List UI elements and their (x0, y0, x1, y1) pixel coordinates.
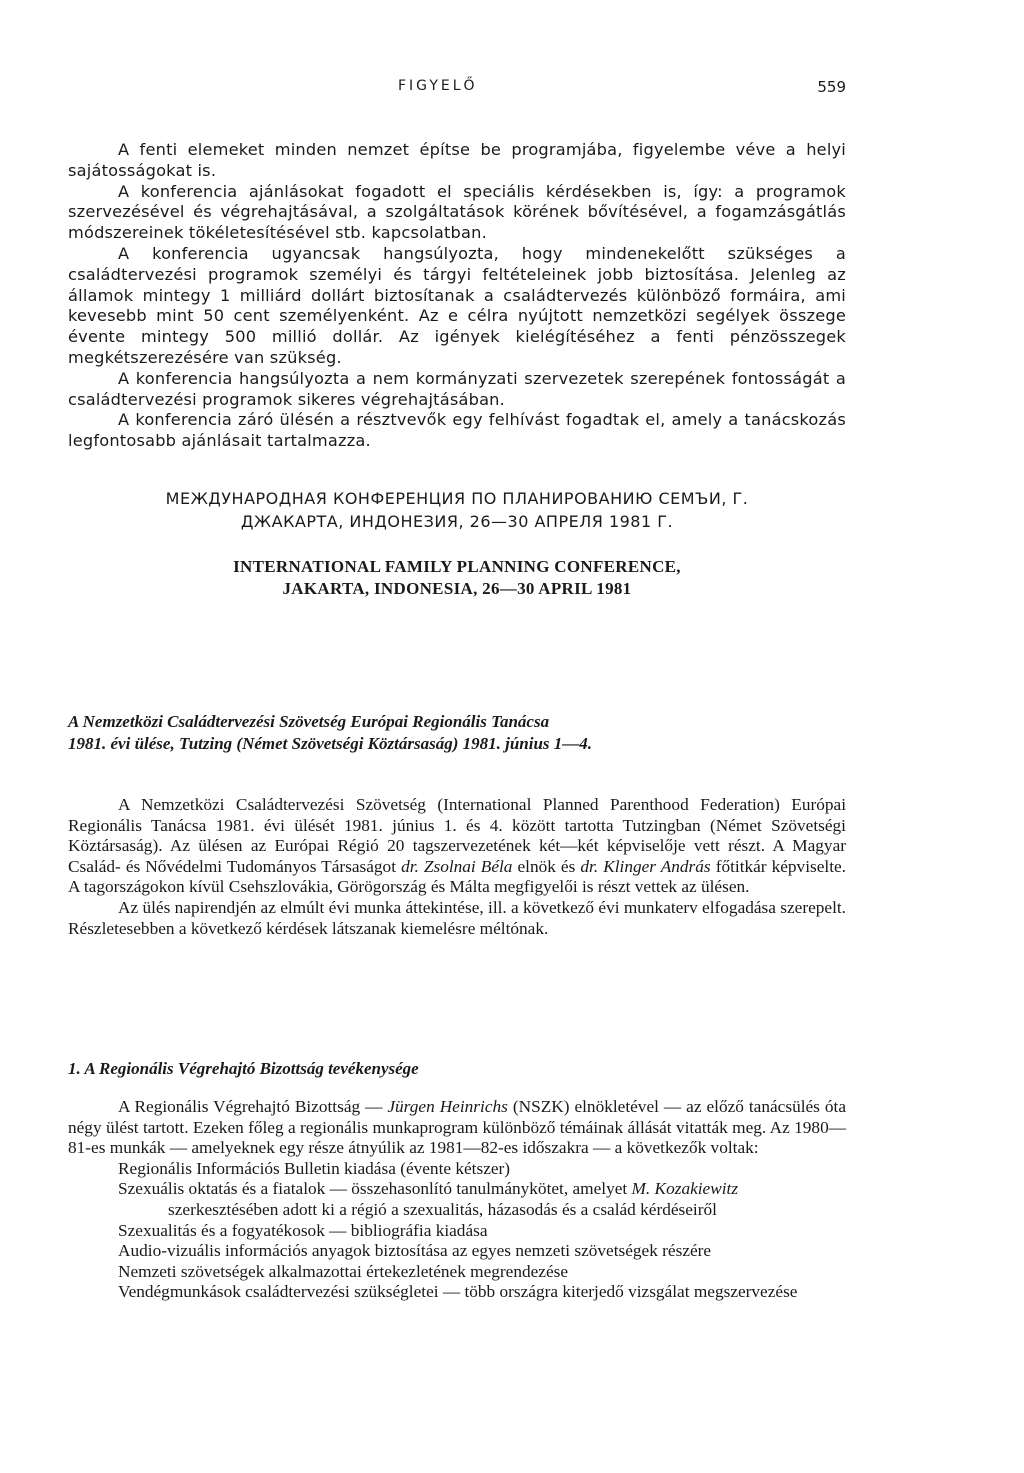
intro-paragraph-2: A konferencia ajánlásokat fogadott el speciális kérdésekben is, így: a programok szervezésével és végrehajtásával, a szolgáltatások körének bővítésével, a fogamzásgátlás módszereinek tökéletesítésével stb. kapcsolatban. (68, 181, 846, 243)
list-item: Regionális Információs Bulletin kiadása (évente kétszer) (118, 1158, 511, 1178)
russian-title (68, 487, 846, 533)
intro-block (68, 140, 846, 452)
person-name: dr. Klinger András (580, 856, 711, 876)
page-header (68, 78, 846, 102)
list-item: Szexualitás és a fogyatékosok — bibliográfia kiadása (118, 1220, 488, 1240)
meeting-block (68, 795, 846, 939)
page-number: 559 (817, 78, 846, 96)
section-heading-line-1: A Nemzetközi Családtervezési Szövetség Európai Regionális Tanácsa (68, 712, 550, 731)
meeting-text-b: elnök és (512, 856, 581, 876)
running-title: FIGYELŐ (398, 78, 478, 94)
subsection-heading-text: 1. A Regionális Végrehajtó Bizottság tevékenysége (68, 1059, 419, 1078)
english-title-line-1: INTERNATIONAL FAMILY PLANNING CONFERENCE, (233, 557, 681, 576)
subsection-text-b: (NSZK) elnökletével — az előző tanácsülés óta négy ülést tartott. Ezeken főleg a regionális munkaprogram különböző témáinak állását vitatták meg. Az 1980—81-es munkák — amelyeknek egy része átnyúlik az 1981—82-es időszakra — a következők voltak: (68, 1097, 846, 1158)
meeting-text-a: A Nemzetközi Családtervezési Szövetség (International Planned Parenthood Federation) Európai Regionális Tanácsa 1981. évi ülését 1981. június 1. és 4. között tartotta Tutzingban (Német Szövetségi Köztársaság). Az ülésen az Európai Régió 20 tagszervezetének két—két képviselője vett részt. A Magyar Család- és Nővédelmi Tudományos Társaságot (68, 795, 846, 876)
meeting-paragraph-2: Az ülés napirendjén az elmúlt évi munka áttekintése, ill. a következő évi munkaterv elfogadása szerepelt. Részletesebben a következő kérdések látszanak kiemelésre méltónak. (68, 897, 846, 938)
meeting-paragraph-1 (68, 795, 846, 898)
list-item: Vendégmunkások családtervezési szükségletei — több országra kiterjedő vizsgálat megszervezése (118, 1282, 798, 1302)
english-title-line-2: JAKARTA, INDONESIA, 26—30 APRIL 1981 (282, 579, 632, 598)
intro-paragraph-5: A konferencia záró ülésén a résztvevők egy felhívást fogadtak el, amely a tanácskozás legfontosabb ajánlásait tartalmazza. (68, 410, 846, 451)
list-item: Nemzeti szövetségek alkalmazottai értekezletének megrendezése (118, 1261, 569, 1281)
work-items-list (68, 1159, 846, 1303)
list-item: Audio-vizuális információs anyagok biztosítása az egyes nemzeti szövetségek részére (118, 1241, 712, 1261)
meeting-text-c: főtitkár képviselte. A tagországokon kívül Csehszlovákia, Görögország és Málta megfigyelői is részt vettek az ülésen. (68, 856, 846, 897)
person-name: Jürgen Heinrichs (387, 1097, 508, 1116)
russian-title-line-2: ДЖАКАРТА, ИНДОНЕЗИЯ, 26—30 АПРЕЛЯ 1981 Г. (240, 512, 674, 531)
intro-paragraph-1: A fenti elemeket minden nemzet építse be programjába, figyelembe véve a helyi sajátosságokat is. (68, 140, 846, 180)
list-item-text: Szexuális oktatás és a fiatalok — összehasonlító tanulmánykötet, amelyet (118, 1179, 628, 1199)
intro-paragraph-4: A konferencia hangsúlyozta a nem kormányzati szervezetek szerepének fontosságát a családtervezési programok sikeres végrehajtásában. (68, 368, 846, 409)
person-name: M. Kozakiewitz (631, 1179, 739, 1199)
list-item-text: szerkesztésében adott ki a régió a szexualitás, házasodás és a család kérdéseiről (168, 1199, 717, 1219)
person-name: dr. Zsolnai Béla (401, 856, 513, 876)
subsection-paragraph (68, 1097, 846, 1159)
english-title (68, 556, 846, 600)
subsection-body (68, 1097, 846, 1303)
russian-title-line-1: МЕЖДУНАРОДНАЯ КОНФЕРЕНЦИЯ ПО ПЛАНИРОВАНИЮ СЕМЪИ, Г. (165, 489, 749, 508)
subsection-heading (68, 1058, 846, 1080)
list-item (68, 1179, 846, 1220)
intro-paragraph-3: A konferencia ugyancsak hangsúlyozta, hogy mindenekelőtt szükséges a családtervezési programok személyi és tárgyi feltételeinek jobb biztosítása. Jelenleg az államok mintegy 1 milliárd dollárt biztosítanak a családtervezés különböző formáira, ami kevesebb mint 50 cent személyenként. Az e célra nyújtott nemzetközi segélyek összege évente mintegy 500 millió dollár. Az igények kielégítéséhez a fenti pénzösszegek megkétszerezésére van szükség. (68, 243, 846, 367)
subsection-text-a: A Regionális Végrehajtó Bizottság — (118, 1097, 388, 1116)
section-heading (68, 711, 846, 755)
section-heading-line-2: 1981. évi ülése, Tutzing (Német Szövetségi Köztársaság) 1981. június 1—4. (68, 734, 593, 753)
